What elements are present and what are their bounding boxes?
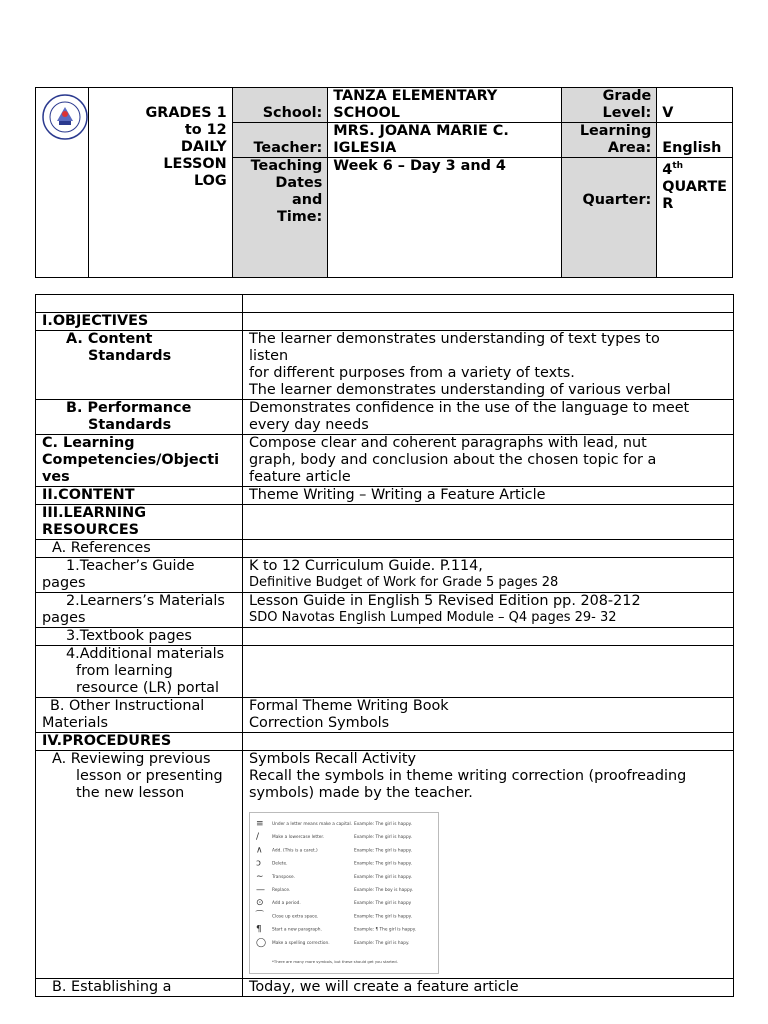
- label-line: Standards: [88, 417, 172, 433]
- value-line: graph, body and conclusion about the chosen topic for a: [249, 452, 657, 468]
- label-line: pages: [42, 575, 86, 591]
- teacher-value: [328, 123, 561, 158]
- value-line: feature article: [249, 469, 351, 485]
- quarter-label: Quarter:: [561, 158, 657, 278]
- quarter-digit: 4: [662, 161, 673, 178]
- blank-cell: [243, 733, 734, 751]
- proof-symbol: ⊙: [256, 898, 264, 909]
- proof-symbol: ∧: [256, 845, 263, 856]
- performance-standards-label: [36, 400, 243, 435]
- value-line: Recall the symbols in theme writing correction (proofreading: [249, 768, 687, 784]
- value-line: listen: [249, 348, 289, 364]
- blank-cell: [243, 295, 734, 313]
- proof-example: Example: The girl is happy.: [354, 914, 412, 920]
- performance-standards-value: [243, 400, 734, 435]
- blank-cell: [243, 646, 734, 698]
- label-line: Competencies/Objecti: [42, 452, 220, 468]
- dates-label: [232, 158, 328, 278]
- label-line: A. Content: [66, 331, 153, 347]
- textbook-label: 3.Textbook pages: [36, 628, 243, 646]
- procedures-heading: IV.PROCEDURES: [36, 733, 243, 751]
- grade-label: [561, 88, 657, 123]
- quarter-line: R: [662, 195, 674, 212]
- blank-cell: [243, 313, 734, 331]
- blank-cell: [243, 628, 734, 646]
- label-line: pages: [42, 610, 86, 626]
- learners-materials-value: [243, 593, 734, 628]
- proof-description: Replace.: [272, 888, 291, 893]
- label-line: III.LEARNING: [42, 505, 147, 521]
- grade-label-line: Grade: [602, 88, 652, 104]
- proof-footnote: *There are many more symbols, but these should get you started.: [272, 959, 398, 964]
- title-line: LOG: [194, 173, 227, 189]
- value-line: Correction Symbols: [249, 715, 390, 731]
- teachers-guide-label: [36, 558, 243, 593]
- school-line: SCHOOL: [333, 105, 400, 121]
- area-label: [561, 123, 657, 158]
- blank-cell: [243, 505, 734, 540]
- teachers-guide-value: [243, 558, 734, 593]
- teacher-label: Teacher:: [232, 123, 328, 158]
- value-line: for different purposes from a variety of texts.: [249, 365, 575, 381]
- proof-description: Add. (This is a caret.): [272, 848, 318, 854]
- value-line: Compose clear and coherent paragraphs with lead, nut: [249, 435, 647, 451]
- title-line: GRADES 1: [145, 105, 227, 121]
- competencies-value: [243, 435, 734, 487]
- grade-value: V: [657, 88, 733, 123]
- objectives-heading: I.OBJECTIVES: [36, 313, 243, 331]
- school-label: School:: [232, 88, 328, 123]
- label-line: A. Reviewing previous: [52, 751, 211, 767]
- label-line: resource (LR) portal: [76, 680, 219, 696]
- review-lesson-value: [243, 751, 734, 979]
- value-line: Demonstrates confidence in the use of the language to meet: [249, 400, 690, 416]
- lesson-table: [35, 294, 734, 997]
- value-line: Definitive Budget of Work for Grade 5 pages 28: [249, 575, 559, 590]
- title-line: DAILY: [180, 139, 227, 155]
- resources-heading: [36, 505, 243, 540]
- proofreading-symbols-image: [249, 812, 439, 974]
- value-line: The learner demonstrates understanding of various verbal: [249, 382, 671, 398]
- proof-symbol: ∼: [256, 871, 264, 882]
- deped-seal-icon: [42, 94, 88, 140]
- teacher-line: MRS. JOANA MARIE C.: [333, 123, 509, 139]
- content-heading: II.CONTENT: [36, 487, 243, 505]
- school-value: [328, 88, 561, 123]
- proof-description: Transpose.: [272, 874, 295, 880]
- quarter-sup: th: [672, 161, 684, 171]
- proof-example: Example: The boy is happy.: [354, 888, 413, 893]
- value-line: every day needs: [249, 417, 369, 433]
- proof-description: Make a spelling correction.: [272, 940, 330, 946]
- label-line: 2.Learners’s Materials: [66, 593, 225, 609]
- proof-description: Under a letter means make a capital.: [272, 822, 353, 827]
- proof-example: Example: The girl is happy.: [354, 835, 412, 841]
- proof-description: Delete.: [272, 861, 288, 867]
- proof-example: Example: The girl is happy.: [354, 874, 412, 880]
- label-line: lesson or presenting: [76, 768, 223, 784]
- content-standards-value: [243, 331, 734, 400]
- proof-symbol: ◯: [256, 937, 267, 948]
- quarter-value: [657, 158, 733, 278]
- quarter-number: [662, 158, 727, 179]
- learners-materials-label: [36, 593, 243, 628]
- label-line: RESOURCES: [42, 522, 140, 538]
- proof-example: Example: ¶ The girl is happy.: [354, 927, 417, 933]
- dates-label-line: and: [292, 192, 323, 208]
- content-value: Theme Writing – Writing a Feature Article: [243, 487, 734, 505]
- area-label-line: Area:: [607, 140, 652, 156]
- proof-symbol: /: [256, 832, 260, 843]
- label-line: B. Other Instructional: [50, 698, 205, 714]
- area-label-line: Learning: [579, 123, 652, 139]
- proof-description: Start a new paragraph.: [272, 927, 322, 933]
- value-line: Lesson Guide in English 5 Revised Edition pp. 208-212: [249, 593, 641, 609]
- proof-example: Example: The girl is happy.: [354, 861, 412, 867]
- establishing-value: Today, we will create a feature article: [243, 979, 734, 997]
- competencies-label: [36, 435, 243, 487]
- proof-symbol: ≡: [256, 819, 264, 829]
- label-line: 1.Teacher’s Guide: [66, 558, 195, 574]
- label-line: Standards: [88, 348, 172, 364]
- header-table: [35, 87, 733, 278]
- dates-label-line: Dates: [275, 175, 323, 191]
- proof-description: Close up extra space.: [272, 914, 319, 920]
- proof-description: Add a period.: [272, 901, 301, 907]
- dates-label-line: Time:: [277, 209, 323, 225]
- value-line: symbols) made by the teacher.: [249, 785, 473, 801]
- additional-materials-label: [36, 646, 243, 698]
- proof-symbol: ⁀: [256, 911, 264, 922]
- value-line: The learner demonstrates understanding of text types to: [249, 331, 660, 347]
- proof-description: Make a lowercase letter.: [272, 835, 325, 841]
- grade-label-line: Level:: [602, 105, 652, 121]
- establishing-label: B. Establishing a: [36, 979, 243, 997]
- teacher-line: IGLESIA: [333, 140, 397, 156]
- proof-example: Example: The girl is happy.: [354, 822, 412, 827]
- label-line: the new lesson: [76, 785, 185, 801]
- other-materials-value: [243, 698, 734, 733]
- proof-symbol: ¶: [256, 924, 262, 935]
- references-label: A. References: [36, 540, 243, 558]
- review-lesson-label: [36, 751, 243, 979]
- value-line: Symbols Recall Activity: [249, 751, 417, 767]
- label-line: from learning: [76, 663, 173, 679]
- blank-cell: [243, 540, 734, 558]
- proof-example: Example: The girl is happy: [354, 901, 412, 907]
- area-value: English: [657, 123, 733, 158]
- dates-value: Week 6 – Day 3 and 4: [328, 158, 561, 278]
- proof-example: Example: The girl is happy.: [354, 848, 412, 854]
- label-line: B. Performance: [66, 400, 192, 416]
- blank-cell: [36, 295, 243, 313]
- quarter-line: QUARTE: [662, 178, 727, 195]
- other-materials-label: [36, 698, 243, 733]
- proof-symbol: —: [256, 885, 265, 895]
- value-line: SDO Navotas English Lumped Module – Q4 pages 29- 32: [249, 610, 617, 625]
- title-line: LESSON: [163, 156, 227, 172]
- dates-label-line: Teaching: [250, 158, 323, 174]
- label-line: Materials: [42, 715, 108, 731]
- value-line: K to 12 Curriculum Guide. P.114,: [249, 558, 483, 574]
- proof-example: Example: The girl is hapy.: [354, 940, 410, 946]
- label-line: C. Learning: [42, 435, 135, 451]
- proof-symbol: ↄ: [256, 858, 261, 869]
- label-line: ves: [42, 469, 70, 485]
- label-line: 4.Additional materials: [66, 646, 225, 662]
- content-standards-label: [36, 331, 243, 400]
- log-title: [89, 88, 233, 278]
- title-line: to 12: [184, 122, 227, 138]
- seal-cell: [36, 88, 89, 278]
- value-line: Formal Theme Writing Book: [249, 698, 449, 714]
- school-line: TANZA ELEMENTARY: [333, 88, 498, 104]
